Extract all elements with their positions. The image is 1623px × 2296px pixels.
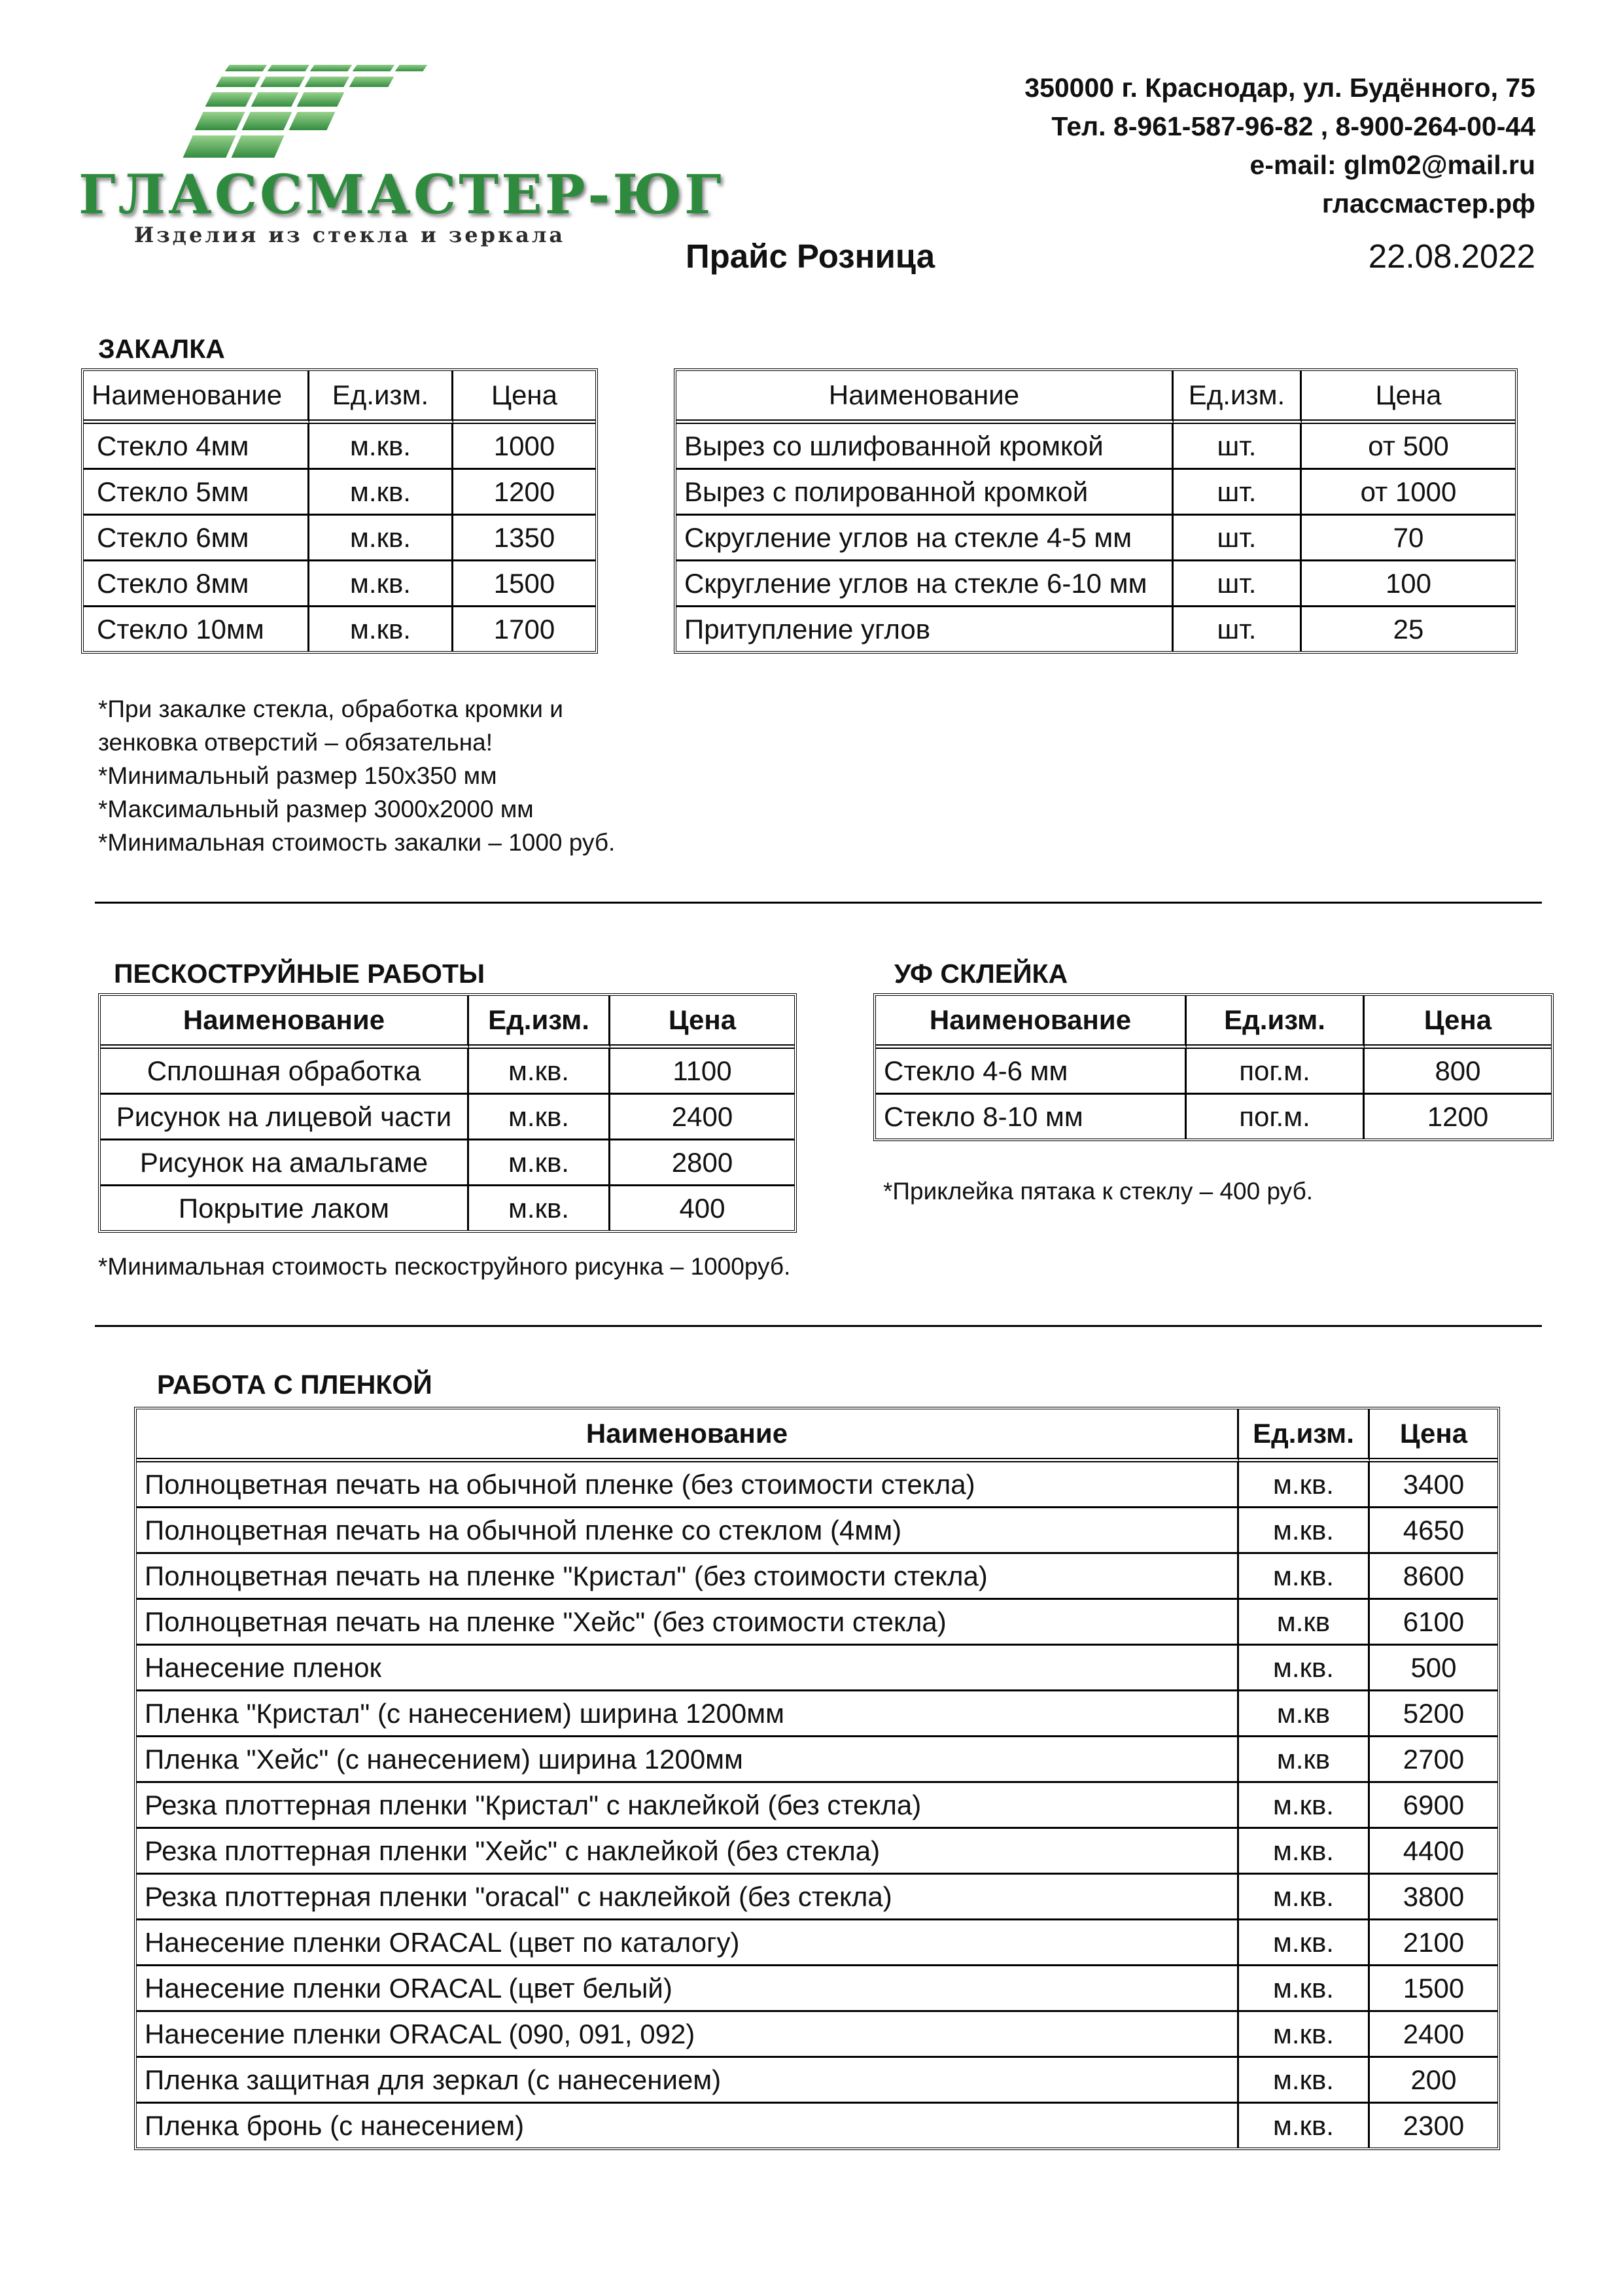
note-line: *Максимальный размер 3000х2000 мм [98, 796, 534, 822]
row-price: 1200 [453, 470, 595, 516]
sandblast-table [98, 993, 797, 1233]
row-price: 1200 [1427, 1101, 1489, 1132]
row-name: Нанесение пленок [137, 1646, 1239, 1691]
table-row [137, 2058, 1497, 2104]
divider [95, 902, 1542, 904]
row-price: 1700 [493, 613, 555, 645]
table-row [84, 561, 595, 607]
header-price: Цена [610, 996, 794, 1049]
table-header-row [84, 371, 595, 424]
row-unit: м.кв. [1239, 1829, 1370, 1875]
row-name: Покрытие лаком [101, 1186, 469, 1230]
row-price: от 500 [1302, 424, 1515, 470]
row-price: 5200 [1370, 1691, 1497, 1737]
table-row [137, 1691, 1497, 1737]
table-row [676, 470, 1515, 516]
zakalka-table [81, 368, 598, 654]
row-name: Пленка "Хейс" (с нанесением) ширина 1200мм [137, 1737, 1239, 1783]
table-row [137, 1966, 1497, 2012]
row-unit: м.кв. [1239, 1783, 1370, 1829]
row-price: 1100 [610, 1049, 794, 1095]
table-row [137, 1737, 1497, 1783]
header-name: Наименование [101, 996, 469, 1049]
table-row [101, 1095, 794, 1140]
contact-address: 350000 г. Краснодар, ул. Будённого, 75 [1024, 73, 1535, 103]
table-row [84, 516, 595, 561]
row-price: 2300 [1403, 2110, 1465, 2141]
row-unit: шт. [1174, 561, 1302, 607]
row-unit: м.кв. [309, 516, 453, 561]
row-name: Полноцветная печать на обычной пленке (без стоимости стекла) [137, 1462, 1239, 1508]
zakalka-notes [98, 692, 615, 859]
table-row [137, 1875, 1497, 1920]
row-price: 6100 [1370, 1600, 1497, 1646]
row-unit: м.кв. [1239, 2012, 1370, 2058]
row-name: Вырез со шлифованной кромкой [676, 424, 1174, 470]
row-unit: шт. [1174, 470, 1302, 516]
table-row [676, 561, 1515, 607]
table-row [137, 2104, 1497, 2147]
row-unit: шт. [1174, 516, 1302, 561]
row-price: 400 [679, 1192, 725, 1224]
row-name: Пленка защитная для зеркал (с нанесением) [137, 2058, 1239, 2104]
row-unit: м.кв. [1239, 1646, 1370, 1691]
row-name: Полноцветная печать на пленке "Кристал" (без стоимости стекла) [137, 1554, 1239, 1600]
header-price: Цена [1370, 1409, 1497, 1462]
table-header-row [676, 371, 1515, 424]
row-unit: м.кв. [1239, 1966, 1370, 2012]
table-row [101, 1049, 794, 1095]
table-row [84, 424, 595, 470]
row-name: Вырез с полированной кромкой [676, 470, 1174, 516]
header-price: Цена [453, 371, 595, 424]
row-name: Стекло 10мм [84, 607, 309, 651]
row-price: 500 [1370, 1646, 1497, 1691]
row-name: Резка плоттерная пленки "Кристал" с наклейкой (без стекла) [137, 1783, 1239, 1829]
row-unit: м.кв. [309, 424, 453, 470]
row-price: 2100 [1370, 1920, 1497, 1966]
row-unit: м.кв. [1239, 2058, 1370, 2104]
note-line: *Минимальный размер 150х350 мм [98, 762, 497, 789]
row-price: 1500 [453, 561, 595, 607]
header-unit: Ед.изм. [1187, 996, 1365, 1049]
contacts-block [1024, 69, 1535, 223]
table-row [137, 1462, 1497, 1508]
row-price: 2800 [610, 1140, 794, 1186]
table-header-row [876, 996, 1551, 1049]
row-unit: м.кв. [309, 561, 453, 607]
table-header-row [137, 1409, 1497, 1462]
contact-site: глассмастер.рф [1321, 188, 1535, 219]
row-unit: м.кв. [1239, 1875, 1370, 1920]
logo-tagline: Изделия из стекла и зеркала [134, 222, 566, 247]
row-name: Стекло 4-6 мм [876, 1049, 1187, 1095]
row-unit: пог.м. [1187, 1095, 1365, 1139]
row-name: Полноцветная печать на обычной пленке со стеклом (4мм) [137, 1508, 1239, 1554]
row-price: 800 [1365, 1049, 1551, 1095]
row-name: Стекло 5мм [84, 470, 309, 516]
header-name: Наименование [84, 371, 309, 424]
row-name: Рисунок на лицевой части [101, 1095, 469, 1140]
row-unit: м.кв. [1239, 1508, 1370, 1554]
row-price: 8600 [1370, 1554, 1497, 1600]
row-price: 1000 [453, 424, 595, 470]
row-price: 4650 [1370, 1508, 1497, 1554]
row-price: от 1000 [1302, 470, 1515, 516]
row-name: Притупление углов [676, 607, 1174, 651]
row-name: Нанесение пленки ORACAL (090, 091, 092) [137, 2012, 1239, 2058]
table-row [876, 1095, 1551, 1139]
table-row [101, 1140, 794, 1186]
row-price: 1500 [1370, 1966, 1497, 2012]
table-row [137, 1508, 1497, 1554]
table-row [137, 1829, 1497, 1875]
table-row [137, 1600, 1497, 1646]
sand-note: *Минимальная стоимость пескоструйного рисунка – 1000руб. [98, 1253, 791, 1280]
row-name: Стекло 8-10 мм [876, 1095, 1187, 1139]
header-unit: Ед.изм. [309, 371, 453, 424]
row-price: 2700 [1370, 1737, 1497, 1783]
table-row [137, 2012, 1497, 2058]
divider [95, 1325, 1542, 1327]
company-logo [72, 59, 724, 255]
row-unit: м.кв. [1239, 1462, 1370, 1508]
logo-glass-tiles-icon [72, 59, 595, 170]
table-row [676, 424, 1515, 470]
row-price: 3400 [1370, 1462, 1497, 1508]
uv-note: *Приклейка пятака к стеклу – 400 руб. [883, 1178, 1314, 1205]
row-unit: м.кв [1239, 1691, 1370, 1737]
row-price: 100 [1302, 561, 1515, 607]
price-date: 22.08.2022 [1368, 238, 1535, 275]
table-row [137, 1554, 1497, 1600]
header-unit: Ед.изм. [1174, 371, 1302, 424]
header-price: Цена [1365, 996, 1551, 1049]
row-name: Стекло 6мм [84, 516, 309, 561]
section-title-sand: ПЕСКОСТРУЙНЫЕ РАБОТЫ [114, 959, 485, 989]
row-name: Скругление углов на стекле 4-5 мм [676, 516, 1174, 561]
header-unit: Ед.изм. [1239, 1409, 1370, 1462]
table-row [84, 607, 595, 651]
section-title-film: РАБОТА С ПЛЕНКОЙ [157, 1369, 432, 1400]
note-line: *При закалке стекла, обработка кромки и [98, 696, 563, 722]
row-price: 70 [1302, 516, 1515, 561]
page-title: Прайс Розница [686, 238, 935, 275]
row-name: Резка плоттерная пленки "oracal" с наклейкой (без стекла) [137, 1875, 1239, 1920]
table-header-row [101, 996, 794, 1049]
row-name: Сплошная обработка [101, 1049, 469, 1095]
row-name: Скругление углов на стекле 6-10 мм [676, 561, 1174, 607]
row-price: 3800 [1370, 1875, 1497, 1920]
uv-gluing-table [873, 993, 1554, 1141]
table-row [84, 470, 595, 516]
row-name: Рисунок на амальгаме [101, 1140, 469, 1186]
row-price: 2400 [610, 1095, 794, 1140]
row-unit: м.кв. [469, 1140, 610, 1186]
processing-table [674, 368, 1518, 654]
header-name: Наименование [137, 1409, 1239, 1462]
contact-email: e-mail: glm02@mail.ru [1249, 150, 1535, 180]
note-line: зенковка отверстий – обязательна! [98, 729, 493, 756]
row-price: 1350 [453, 516, 595, 561]
row-unit: шт. [1174, 424, 1302, 470]
header-name: Наименование [876, 996, 1187, 1049]
header-name: Наименование [676, 371, 1174, 424]
row-name: Пленка бронь (с нанесением) [137, 2104, 1239, 2147]
row-unit: м.кв. [469, 1186, 610, 1230]
row-unit: м.кв. [309, 607, 453, 651]
row-name: Нанесение пленки ORACAL (цвет белый) [137, 1966, 1239, 2012]
row-name: Резка плоттерная пленки "Хейс" с наклейкой (без стекла) [137, 1829, 1239, 1875]
table-row [101, 1186, 794, 1230]
row-price: 2400 [1370, 2012, 1497, 2058]
section-title-uv: УФ СКЛЕЙКА [894, 959, 1068, 989]
row-name: Стекло 8мм [84, 561, 309, 607]
table-row [137, 1783, 1497, 1829]
row-unit: м.кв. [1239, 2104, 1370, 2147]
row-unit: м.кв. [1239, 1554, 1370, 1600]
row-unit: м.кв. [469, 1049, 610, 1095]
row-unit: м.кв. [309, 470, 453, 516]
header-price: Цена [1302, 371, 1515, 424]
film-table [134, 1407, 1500, 2150]
table-row [676, 516, 1515, 561]
row-price: 200 [1370, 2058, 1497, 2104]
row-unit: пог.м. [1187, 1049, 1365, 1095]
row-unit: шт. [1174, 607, 1302, 651]
note-line: *Минимальная стоимость закалки – 1000 руб. [98, 829, 616, 856]
row-name: Нанесение пленки ORACAL (цвет по каталогу) [137, 1920, 1239, 1966]
row-unit: м.кв [1239, 1600, 1370, 1646]
row-unit: м.кв. [469, 1095, 610, 1140]
table-row [137, 1920, 1497, 1966]
row-unit: м.кв [1239, 1737, 1370, 1783]
header-unit: Ед.изм. [469, 996, 610, 1049]
table-row [676, 607, 1515, 651]
logo-name: ГЛАССМАСТЕР-ЮГ [79, 164, 724, 226]
row-price: 25 [1393, 613, 1424, 645]
row-unit: м.кв. [1239, 1920, 1370, 1966]
row-price: 6900 [1370, 1783, 1497, 1829]
contact-phone: Тел. 8-961-587-96-82 , 8-900-264-00-44 [1051, 111, 1535, 141]
row-price: 4400 [1370, 1829, 1497, 1875]
row-name: Пленка "Кристал" (с нанесением) ширина 1200мм [137, 1691, 1239, 1737]
table-row [137, 1646, 1497, 1691]
row-name: Стекло 4мм [84, 424, 309, 470]
row-name: Полноцветная печать на пленке "Хейс" (без стоимости стекла) [137, 1600, 1239, 1646]
section-title-zakalka: ЗАКАЛКА [98, 334, 225, 364]
table-row [876, 1049, 1551, 1095]
